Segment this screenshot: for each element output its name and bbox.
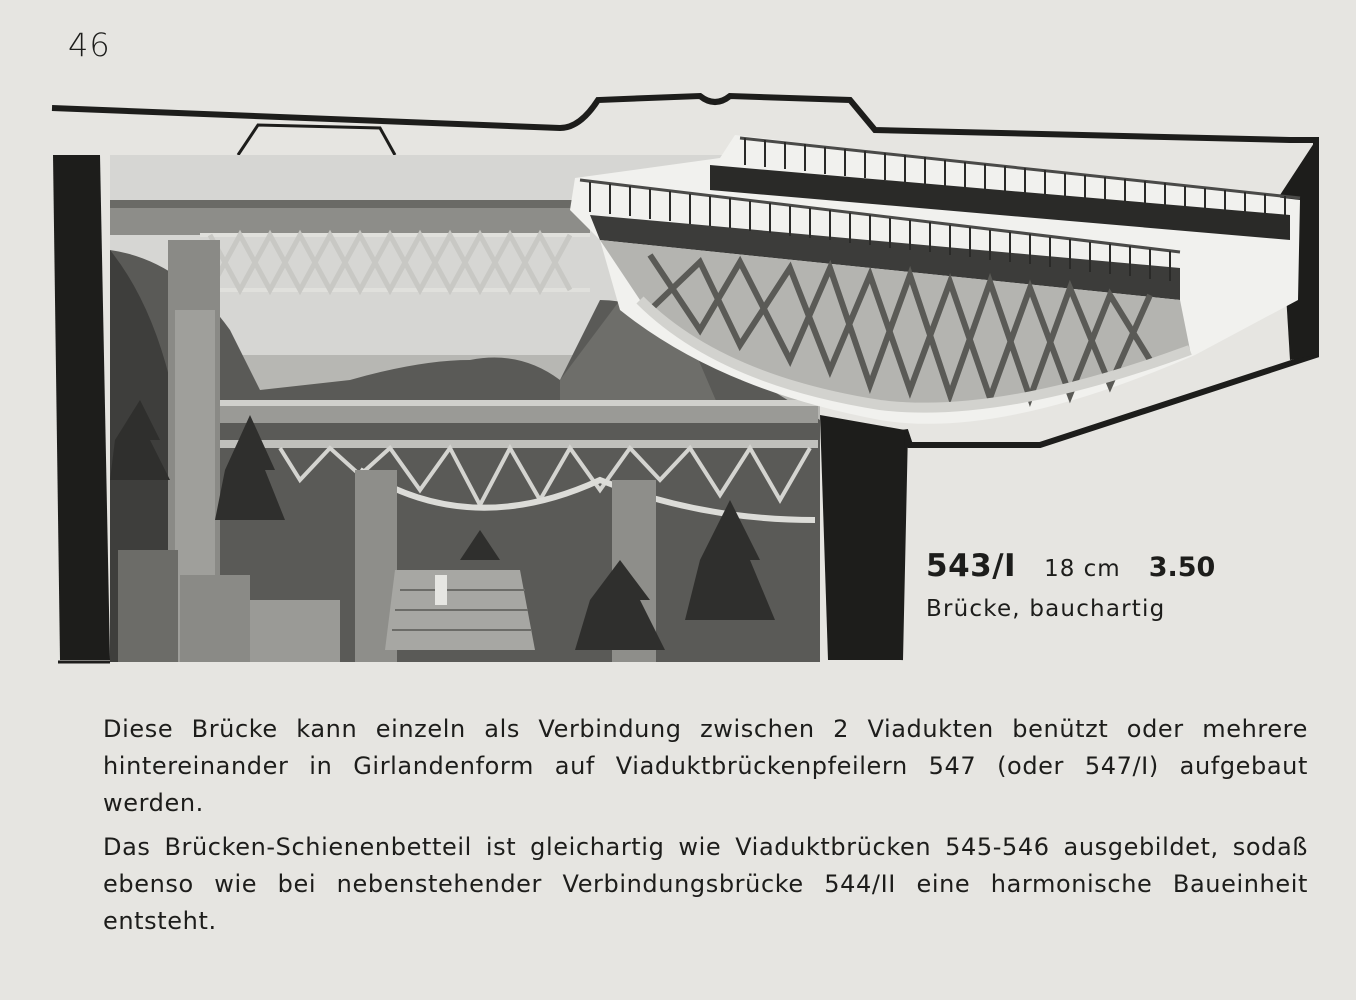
product-description: Brücke, bauchartig: [926, 596, 1166, 622]
paragraph-2: Das Brücken-Schienenbetteil ist gleichartig wie Viaduktbrücken 545-546 ausgebildet, sodaß ebenso wie bei nebenstehender Verbindungsbrücke 544/II eine harmonische Baueinheit entsteht.: [103, 833, 1308, 935]
product-length: 18 cm: [1044, 556, 1121, 582]
body-text: [103, 711, 1308, 947]
caption-header: [926, 548, 1306, 584]
article-number: 543/I: [926, 548, 1017, 584]
left-black-wedge: [53, 155, 110, 660]
product-price: 3.50: [1148, 552, 1216, 583]
page-number: 46: [68, 26, 111, 64]
paragraph-1: Diese Brücke kann einzeln als Verbindung zwischen 2 Viadukten benützt oder mehrere hintereinander in Girlandenform auf Viaduktbrückenpfeilern 547 (oder 547/I) aufgebaut werden.: [103, 715, 1308, 817]
product-caption: [926, 548, 1306, 622]
